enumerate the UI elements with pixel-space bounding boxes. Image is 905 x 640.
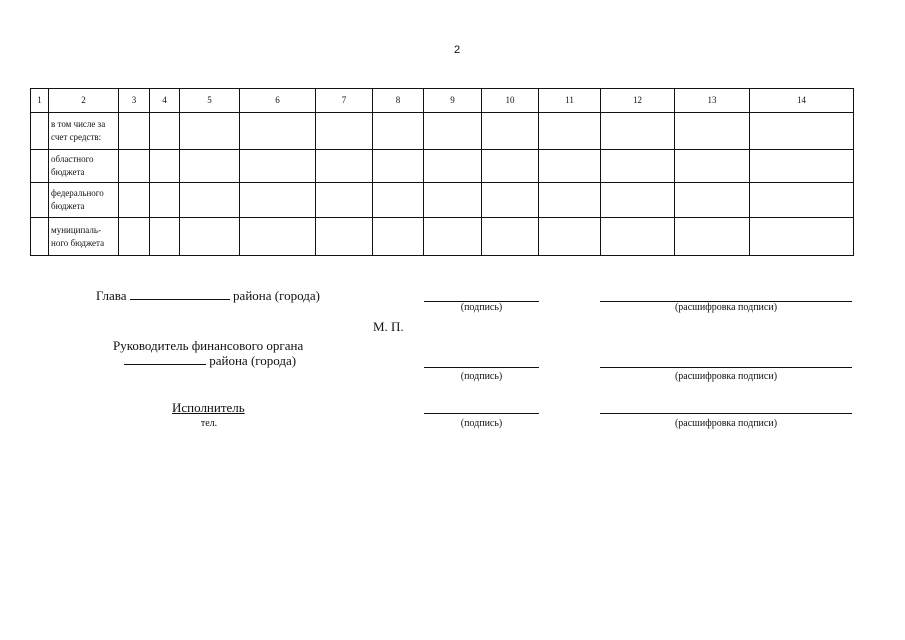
table-cell bbox=[180, 183, 240, 218]
table-cell bbox=[539, 218, 601, 256]
table-cell bbox=[316, 113, 373, 150]
column-header: 3 bbox=[119, 89, 150, 113]
table-cell bbox=[424, 218, 482, 256]
column-header: 13 bbox=[675, 89, 750, 113]
table-cell bbox=[601, 150, 675, 183]
row-label: областного бюджета bbox=[49, 150, 119, 183]
finance-signature-caption: (подпись) bbox=[460, 371, 503, 382]
table-cell bbox=[482, 183, 539, 218]
row-label: в том числе за счет средств: bbox=[49, 113, 119, 150]
column-header: 4 bbox=[150, 89, 180, 113]
table-cell bbox=[150, 113, 180, 150]
column-header: 9 bbox=[424, 89, 482, 113]
head-signature-caption: (подпись) bbox=[460, 302, 503, 313]
table-cell bbox=[119, 218, 150, 256]
column-header: 14 bbox=[750, 89, 854, 113]
table-cell bbox=[373, 113, 424, 150]
table-cell bbox=[119, 113, 150, 150]
table-cell bbox=[180, 150, 240, 183]
table-cell bbox=[150, 218, 180, 256]
row-label: федерального бюджета bbox=[49, 183, 119, 218]
table-cell bbox=[240, 150, 316, 183]
table-cell bbox=[482, 113, 539, 150]
table-cell bbox=[601, 218, 675, 256]
column-header: 11 bbox=[539, 89, 601, 113]
table-row bbox=[31, 183, 854, 218]
column-header: 12 bbox=[601, 89, 675, 113]
table-cell bbox=[119, 183, 150, 218]
table-cell bbox=[601, 113, 675, 150]
table-cell bbox=[675, 218, 750, 256]
column-header: 5 bbox=[180, 89, 240, 113]
table-row bbox=[31, 113, 854, 150]
executor-decode-caption: (расшифровка подписи) bbox=[674, 418, 778, 429]
head-suffix: района (города) bbox=[233, 288, 320, 303]
column-header: 2 bbox=[49, 89, 119, 113]
table-cell bbox=[539, 150, 601, 183]
table-cell bbox=[31, 113, 49, 150]
finance-decode-line bbox=[600, 367, 852, 368]
table-cell bbox=[539, 183, 601, 218]
page-number: 2 bbox=[453, 44, 461, 56]
table-cell bbox=[316, 183, 373, 218]
column-header: 6 bbox=[240, 89, 316, 113]
table-row bbox=[31, 218, 854, 256]
district-name-blank bbox=[130, 288, 230, 300]
row-label: муниципаль-ного бюджета bbox=[49, 218, 119, 256]
table-cell bbox=[31, 150, 49, 183]
finance-district-blank bbox=[124, 353, 206, 365]
table-cell bbox=[180, 113, 240, 150]
finance-signature-line bbox=[424, 367, 539, 368]
table-cell bbox=[316, 150, 373, 183]
table-cell bbox=[675, 183, 750, 218]
table-cell bbox=[601, 183, 675, 218]
table-cell bbox=[675, 150, 750, 183]
table-cell bbox=[539, 113, 601, 150]
table-cell bbox=[373, 150, 424, 183]
table-header-row bbox=[31, 89, 854, 113]
head-decode-caption: (расшифровка подписи) bbox=[674, 302, 778, 313]
column-header: 8 bbox=[373, 89, 424, 113]
table-cell bbox=[750, 218, 854, 256]
table-cell bbox=[675, 113, 750, 150]
head-prefix: Глава bbox=[96, 288, 127, 303]
table-cell bbox=[424, 113, 482, 150]
executor-decode-line bbox=[600, 413, 852, 414]
table-cell bbox=[373, 218, 424, 256]
table-cell bbox=[31, 218, 49, 256]
finance-decode-caption: (расшифровка подписи) bbox=[674, 371, 778, 382]
table-cell bbox=[31, 183, 49, 218]
executor-signature-caption: (подпись) bbox=[460, 418, 503, 429]
column-header: 1 bbox=[31, 89, 49, 113]
executor-signature-line bbox=[424, 413, 539, 414]
table-cell bbox=[240, 113, 316, 150]
table-cell bbox=[240, 218, 316, 256]
table-cell bbox=[424, 183, 482, 218]
table-cell bbox=[750, 150, 854, 183]
table-cell bbox=[119, 150, 150, 183]
table-cell bbox=[482, 218, 539, 256]
table-cell bbox=[180, 218, 240, 256]
column-header: 10 bbox=[482, 89, 539, 113]
table-cell bbox=[424, 150, 482, 183]
table-cell bbox=[150, 183, 180, 218]
table-cell bbox=[150, 150, 180, 183]
table-cell bbox=[482, 150, 539, 183]
table-cell bbox=[750, 183, 854, 218]
table-cell bbox=[750, 113, 854, 150]
finance-head-label: Руководитель финансового органа bbox=[113, 338, 304, 353]
finance-district-label bbox=[124, 353, 296, 369]
finance-district-suffix: района (города) bbox=[209, 353, 297, 368]
column-header: 7 bbox=[316, 89, 373, 113]
table-row bbox=[31, 150, 854, 183]
budget-table bbox=[30, 88, 854, 256]
table-cell bbox=[316, 218, 373, 256]
executor-label: Исполнитель bbox=[172, 400, 245, 415]
executor-phone-label: тел. bbox=[200, 418, 218, 429]
head-signature-label bbox=[96, 288, 320, 304]
table-cell bbox=[373, 183, 424, 218]
table-cell bbox=[240, 183, 316, 218]
stamp-placeholder: М. П. bbox=[373, 319, 404, 334]
